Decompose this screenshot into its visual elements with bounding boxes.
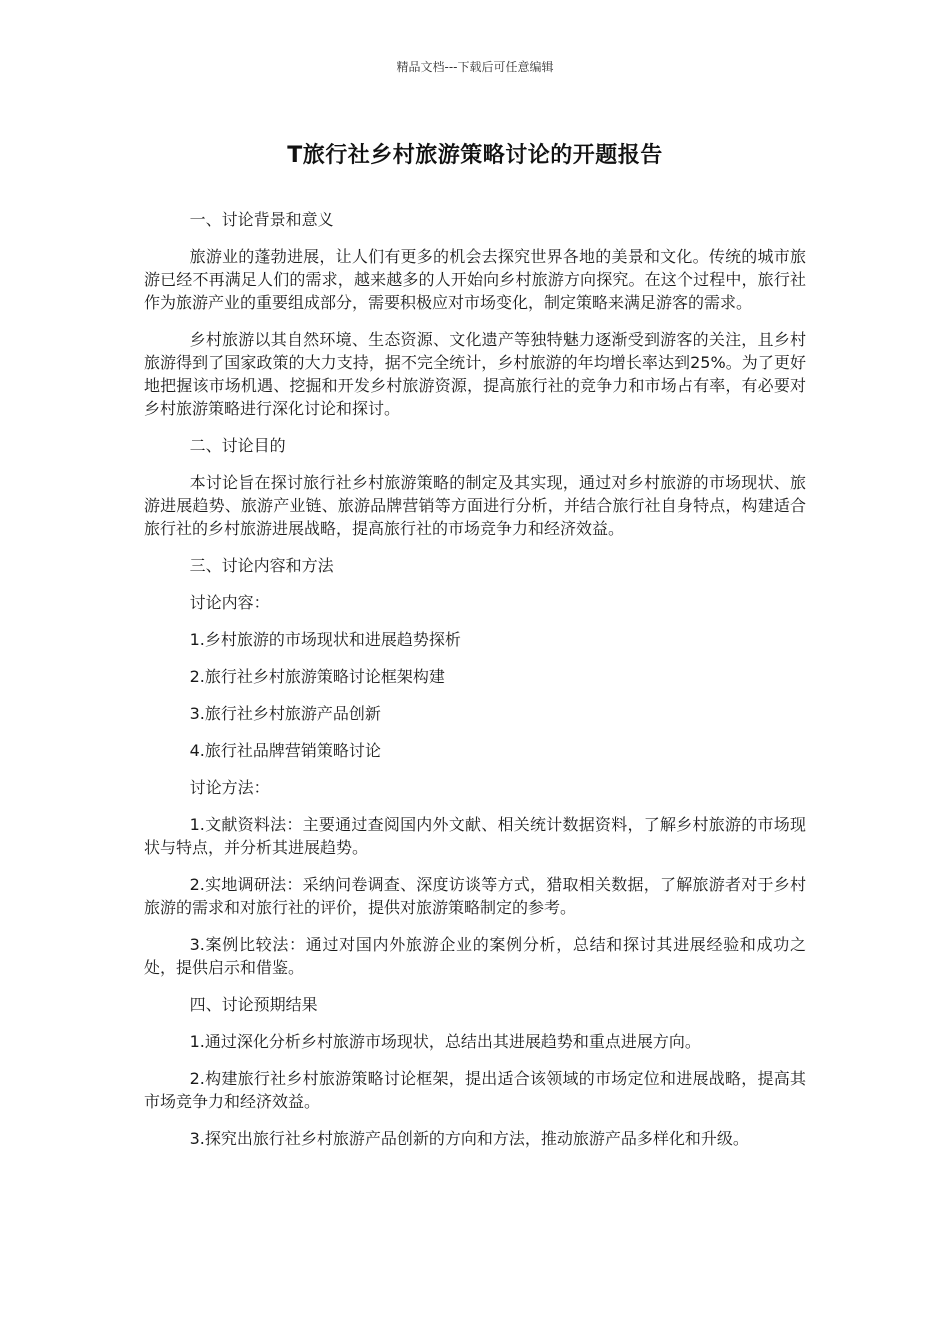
list-item: 4.旅行社品牌营销策略讨论 (189, 741, 381, 760)
paragraph: 旅游业的蓬勃进展，让人们有更多的机会去探究世界各地的美景和文化。传统的城市旅游已经不再满足人们的需求，越来越多的人开始向乡村旅游方向探究。在这个过程中，旅行社作为旅游产业的重要组成部分，需要积极应对市场变化，制定策略来满足游客的需求。 (144, 247, 806, 312)
paragraph: 乡村旅游以其自然环境、生态资源、文化遗产等独特魅力逐渐受到游客的关注，且乡村旅游得到了国家政策的大力支持，据不完全统计，乡村旅游的年均增长率达到25%。为了更好地把握该市场机遇、挖掘和开发乡村旅游资源，提高旅行社的竞争力和市场占有率，有必要对乡村旅游策略进行深化讨论和探讨。 (144, 330, 806, 418)
section-heading-background: 一、讨论背景和意义 (189, 210, 334, 229)
subheading-content: 讨论内容： (189, 593, 270, 612)
list-item: 2.构建旅行社乡村旅游策略讨论框架，提出适合该领域的市场定位和进展战略，提高其市场竞争力和经济效益。 (144, 1069, 806, 1111)
list-item: 2.旅行社乡村旅游策略讨论框架构建 (189, 667, 445, 686)
list-item: 3.旅行社乡村旅游产品创新 (189, 704, 381, 723)
document-title: T旅行社乡村旅游策略讨论的开题报告 (287, 143, 663, 168)
list-item: 1.文献资料法：主要通过查阅国内外文献、相关统计数据资料，了解乡村旅游的市场现状与特点，并分析其进展趋势。 (144, 815, 806, 857)
section-heading-content-method: 三、讨论内容和方法 (189, 556, 334, 575)
list-item: 3.探究出旅行社乡村旅游产品创新的方向和方法，推动旅游产品多样化和升级。 (189, 1129, 749, 1148)
subheading-method: 讨论方法： (189, 778, 270, 797)
document-body (144, 208, 806, 1164)
paragraph: 本讨论旨在探讨旅行社乡村旅游策略的制定及其实现，通过对乡村旅游的市场现状、旅游进展趋势、旅游产业链、旅游品牌营销等方面进行分析，并结合旅行社自身特点，构建适合旅行社的乡村旅游进展战略，提高旅行社的市场竞争力和经济效益。 (144, 473, 806, 538)
header-note: 精品文档---下载后可任意编辑 (396, 60, 554, 74)
list-item: 1.通过深化分析乡村旅游市场现状，总结出其进展趋势和重点进展方向。 (189, 1032, 701, 1051)
section-heading-expected-results: 四、讨论预期结果 (189, 995, 318, 1014)
list-item: 2.实地调研法：采纳问卷调查、深度访谈等方式，猎取相关数据，了解旅游者对于乡村旅游的需求和对旅行社的评价，提供对旅游策略制定的参考。 (144, 875, 806, 917)
list-item: 3.案例比较法：通过对国内外旅游企业的案例分析，总结和探讨其进展经验和成功之处，提供启示和借鉴。 (144, 935, 806, 977)
section-heading-purpose: 二、讨论目的 (189, 436, 286, 455)
list-item: 1.乡村旅游的市场现状和进展趋势探析 (189, 630, 461, 649)
